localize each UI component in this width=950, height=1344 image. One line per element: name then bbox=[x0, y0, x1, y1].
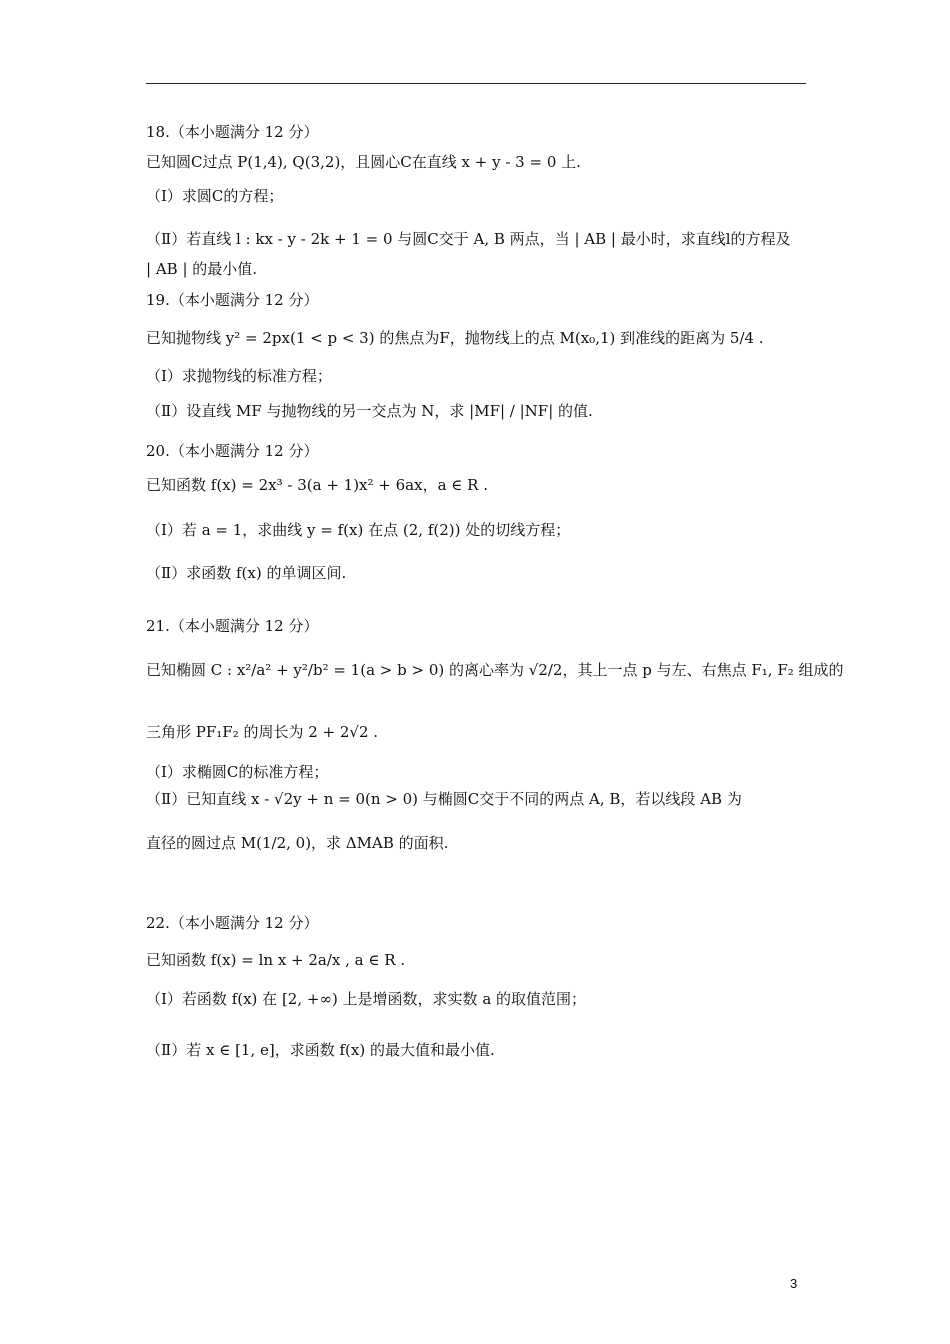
problem-18-line-3: （Ⅱ）若直线 l : kx - y - 2k + 1 = 0 与圆C交于 A, B 两点，当 | AB | 最小时，求直线l的方程及 bbox=[146, 230, 791, 248]
problem-20-line-1: 已知函数 f(x) = 2x³ - 3(a + 1)x² + 6ax，a ∈ R . bbox=[146, 476, 488, 494]
problem-21-line-5: 直径的圆过点 M(1/2, 0)，求 ΔMAB 的面积. bbox=[146, 834, 449, 852]
problem-18-line-2: （Ⅰ）求圆C的方程； bbox=[146, 187, 284, 205]
header-rule bbox=[146, 83, 806, 84]
problem-19-line-3: （Ⅱ）设直线 MF 与抛物线的另一交点为 N，求 |MF| / |NF| 的值. bbox=[146, 402, 593, 420]
problem-22-header: 22.（本小题满分 12 分） bbox=[146, 914, 319, 932]
problem-21-header: 21.（本小题满分 12 分） bbox=[146, 617, 319, 635]
problem-18-header: 18.（本小题满分 12 分） bbox=[146, 123, 319, 141]
problem-18-line-1: 已知圆C过点 P(1,4), Q(3,2)，且圆心C在直线 x + y - 3 = 0 上. bbox=[146, 153, 581, 171]
problem-19-header: 19.（本小题满分 12 分） bbox=[146, 291, 319, 309]
problem-21-line-3: （Ⅰ）求椭圆C的标准方程； bbox=[146, 763, 329, 781]
problem-20-line-2: （Ⅰ）若 a = 1，求曲线 y = f(x) 在点 (2, f(2)) 处的切线方程； bbox=[146, 521, 571, 539]
problem-21-line-2: 三角形 PF₁F₂ 的周长为 2 + 2√2 . bbox=[146, 723, 379, 741]
page-number: 3 bbox=[790, 1276, 798, 1291]
problem-20-header: 20.（本小题满分 12 分） bbox=[146, 442, 319, 460]
problem-19-line-2: （Ⅰ）求抛物线的标准方程； bbox=[146, 367, 332, 385]
problem-20-line-3: （Ⅱ）求函数 f(x) 的单调区间. bbox=[146, 564, 347, 582]
problem-22-line-2: （Ⅰ）若函数 f(x) 在 [2, +∞) 上是增函数，求实数 a 的取值范围； bbox=[146, 990, 587, 1008]
problem-21-line-4: （Ⅱ）已知直线 x - √2y + n = 0(n > 0) 与椭圆C交于不同的两点 A, B，若以线段 AB 为 bbox=[146, 790, 742, 808]
problem-22-line-1: 已知函数 f(x) = ln x + 2a/x , a ∈ R . bbox=[146, 951, 406, 969]
problem-22-line-3: （Ⅱ）若 x ∈ [1, e]，求函数 f(x) 的最大值和最小值. bbox=[146, 1041, 495, 1059]
problem-19-line-1: 已知抛物线 y² = 2px(1 < p < 3) 的焦点为F，抛物线上的点 M(x₀,1) 到准线的距离为 5/4 . bbox=[146, 329, 764, 347]
problem-18-line-4: | AB | 的最小值. bbox=[146, 260, 258, 278]
problem-21-line-1: 已知椭圆 C : x²/a² + y²/b² = 1(a > b > 0) 的离心率为 √2/2，其上一点 p 与左、右焦点 F₁, F₂ 组成的 bbox=[146, 661, 844, 679]
